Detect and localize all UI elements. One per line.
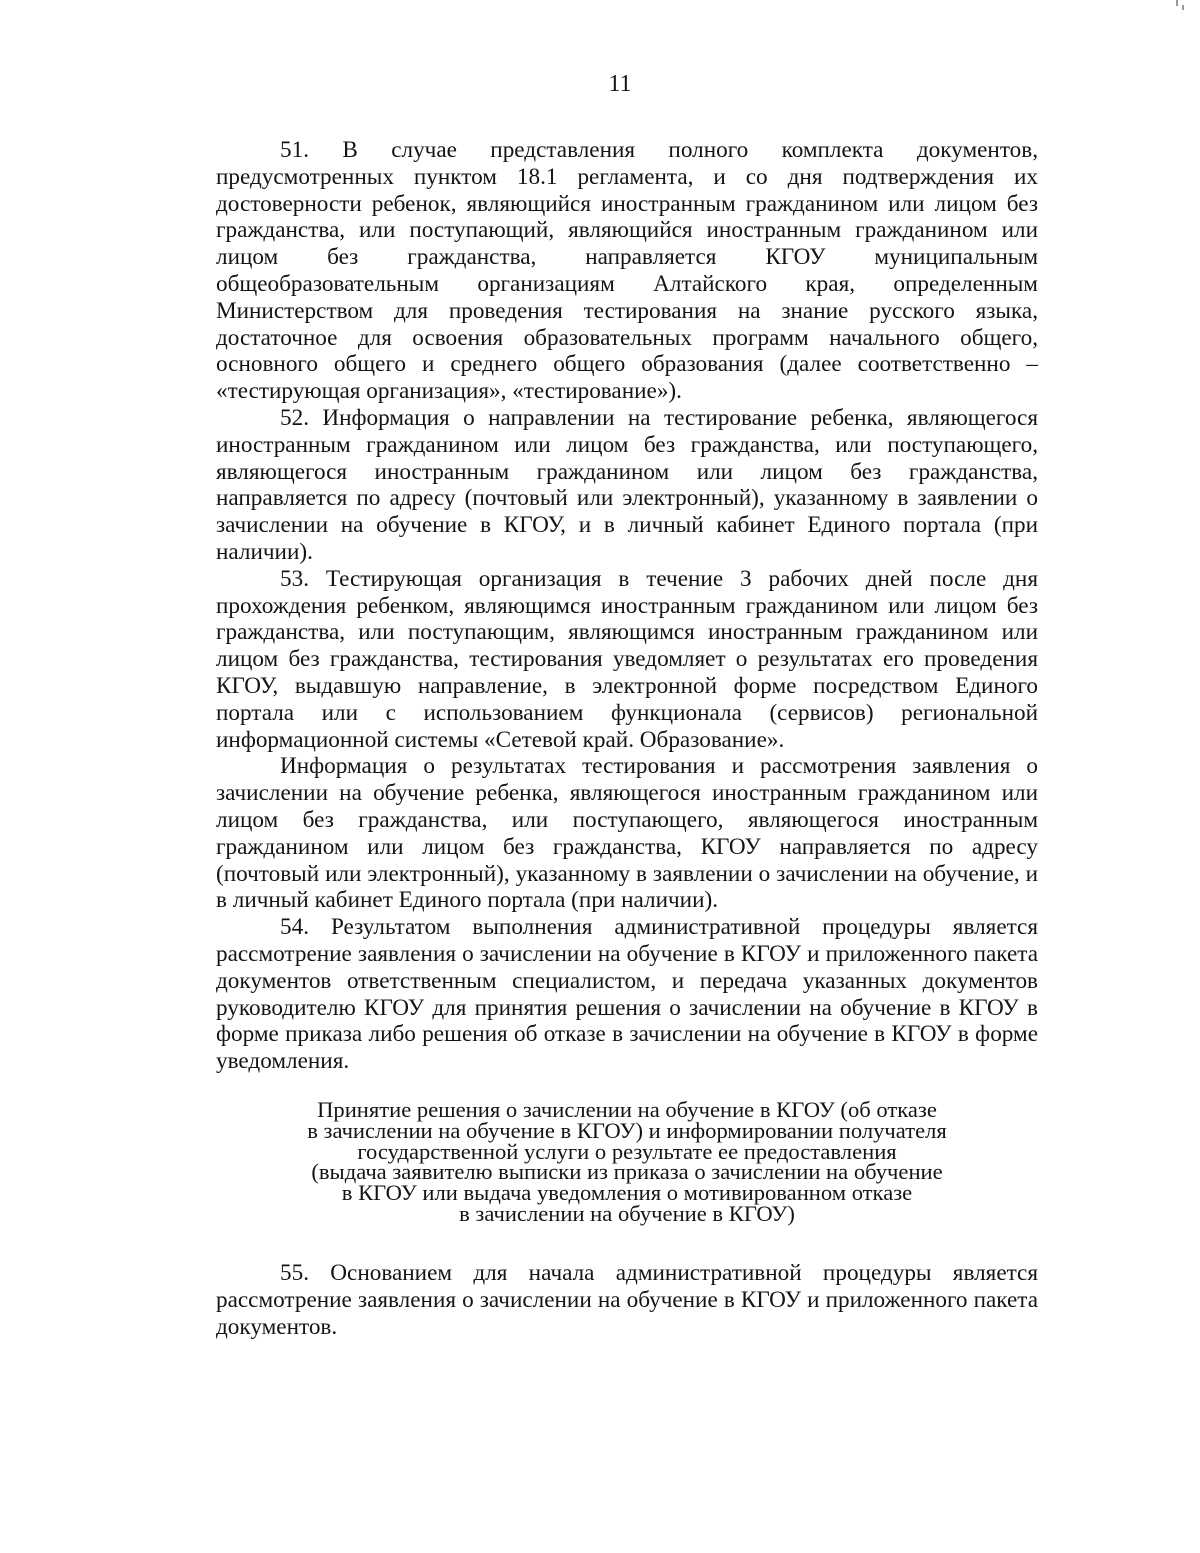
paragraph-52: 52. Информация о направлении на тестирование ребенка, являющегося иностранным гражданином или лицом без гражданства, или поступающего, являющегося иностранным гражданином или лицом без гражданства, направляется по адресу (почтовый или электронный), указанному в заявлении о зачислении на обучение в КГОУ, и в личный кабинет Единого портала (при наличии).: [216, 404, 1038, 565]
section-heading: [216, 1097, 1038, 1226]
section-heading-line: в зачислении на обучение в КГОУ): [459, 1200, 795, 1226]
paragraph-53-continuation: Информация о результатах тестирования и рассмотрения заявления о зачислении на обучение ребенка, являющегося иностранным гражданином или лицом без гражданства, или поступающего, являющегося иностранным гражданином или лицом без гражданства, КГОУ направляется по адресу (почтовый или электронный), указанному в заявлении о зачислении на обучение, и в личный кабинет Единого портала (при наличии).: [216, 753, 1038, 914]
body-text: [216, 137, 1038, 1075]
section-heading-line: в КГОУ или выдача уведомления о мотивированном отказе: [341, 1180, 913, 1206]
paragraph-51: 51. В случае представления полного комплекта документов, предусмотренных пунктом 18.1 регламента, и со дня подтверждения их достоверности ребенок, являющийся иностранным гражданином или лицом без гражданства, или поступающий, являющийся иностранным гражданином или лицом без гражданства, направляется КГОУ муниципальным общеобразовательным организациям Алтайского края, определенным Министерством для проведения тестирования на знание русского языка, достаточное для освоения образовательных программ начального общего, основного общего и среднего общего образования (далее соответственно – «тестирующая организация», «тестирование»).: [216, 137, 1038, 405]
paragraph-55: 55. Основанием для начала административной процедуры является рассмотрение заявления о зачислении на обучение в КГОУ и приложенного пакета документов.: [216, 1260, 1038, 1340]
page-number: 11: [608, 71, 632, 97]
scan-speck: [1182, 5, 1184, 10]
paragraph-53: 53. Тестирующая организация в течение 3 рабочих дней после дня прохождения ребенком, являющимся иностранным гражданином или лицом без гражданства, или поступающим, являющимся иностранным гражданином или лицом без гражданства, тестирования уведомляет о результатах его проведения КГОУ, выдавшую направление, в электронной форме посредством Единого портала или с использованием функционала (сервисов) региональной информационной системы «Сетевой край. Образование».: [216, 565, 1038, 753]
paragraph-54: 54. Результатом выполнения административной процедуры является рассмотрение заявления о зачислении на обучение в КГОУ и приложенного пакета документов ответственным специалистом, и передача указанных документов руководителю КГОУ для принятия решения о зачислении на обучение в КГОУ в форме приказа либо решения об отказе в зачислении на обучение в КГОУ в форме уведомления.: [216, 914, 1038, 1075]
section-heading-line: Принятие решения о зачислении на обучение в КГОУ (об отказе: [317, 1097, 937, 1122]
scan-speck: [1176, 0, 1178, 6]
final-text: [216, 1260, 1038, 1340]
section-heading-line: в зачислении на обучение в КГОУ) и информировании получателя: [307, 1117, 947, 1143]
section-heading-line: (выдача заявителю выписки из приказа о зачислении на обучение: [311, 1159, 943, 1185]
section-heading-line: государственной услуги о результате ее предоставления: [357, 1138, 897, 1164]
